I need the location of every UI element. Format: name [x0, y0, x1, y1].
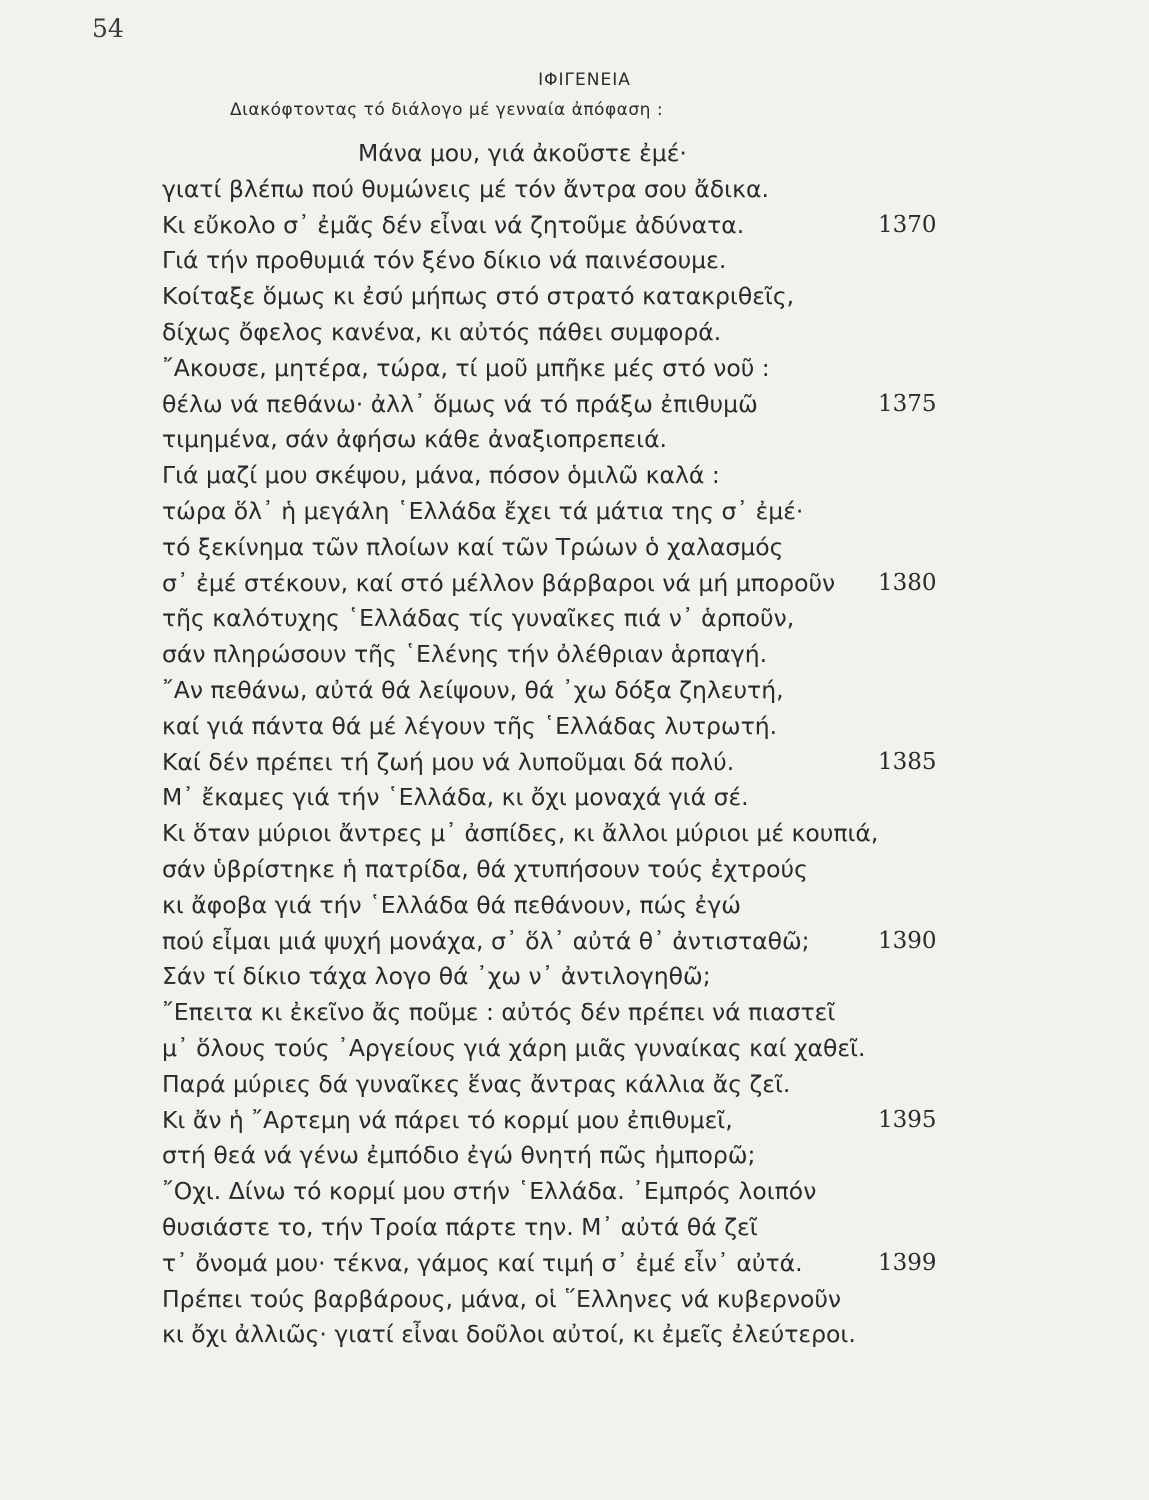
line-number: 1395: [878, 1106, 937, 1133]
verse-line: [0, 1317, 1149, 1353]
verse-line: [0, 279, 1149, 315]
verse-line-text: τ᾽ ὄνομά μου· τέκνα, γάμος καί τιμή σ᾽ ἐμέ εἶν᾽ αὐτά.: [162, 1248, 803, 1277]
verse-line: [0, 1210, 1149, 1246]
verse-line: [0, 745, 1149, 781]
line-number: 1385: [878, 748, 937, 775]
verse-line: [0, 852, 1149, 888]
speaker-name: ΙΦΙΓΕΝΕΙΑ: [538, 70, 631, 90]
verse-line: [0, 387, 1149, 423]
verse-line-text: τό ξεκίνημα τῶν πλοίων καί τῶν Τρώων ὁ χαλασμός: [162, 532, 784, 561]
verse-line: [0, 816, 1149, 852]
verse-line-text: ῎Ακουσε, μητέρα, τώρα, τί μοῦ μπῆκε μές στό νοῦ :: [162, 353, 770, 382]
page-number: 54: [92, 14, 124, 43]
verse-line-text: Μάνα μου, γιά ἀκοῦστε ἐμέ·: [358, 139, 687, 167]
verse-line: [0, 995, 1149, 1031]
verse-line: [0, 709, 1149, 745]
verse-line: [0, 959, 1149, 995]
verse-line-text: σάν πληρώσουν τῆς ῾Ελένης τήν ὀλέθριαν ἁρπαγή.: [162, 640, 768, 669]
verse-line-text: Σάν τί δίκιο τάχα λογο θά ᾽χω ν᾽ ἀντιλογηθῶ;: [162, 962, 711, 991]
verse-block: [0, 136, 1149, 1353]
verse-line-text: τώρα ὅλ᾽ ἡ μεγάλη ῾Ελλάδα ἔχει τά μάτια της σ᾽ ἐμέ·: [162, 496, 804, 525]
verse-line-text: Καί δέν πρέπει τή ζωή μου νά λυποῦμαι δά πολύ.: [162, 747, 735, 776]
verse-line-text: σάν ὑβρίστηκε ἡ πατρίδα, θά χτυπήσουν τούς ἐχτρούς: [162, 854, 808, 883]
line-number: 1390: [878, 927, 937, 954]
verse-line-text: στή θεά νά γένω ἐμπόδιο ἐγώ θνητή πῶς ἠμπορῶ;: [162, 1141, 756, 1170]
verse-line: [0, 673, 1149, 709]
line-number: 1399: [878, 1249, 937, 1276]
verse-line-text: Γιά τήν προθυμιά τόν ξένο δίκιο νά παινέσουμε.: [162, 246, 727, 275]
verse-line-text: ῎Οχι. Δίνω τό κορμί μου στήν ῾Ελλάδα. ᾽Εμπρός λοιπόν: [162, 1177, 817, 1206]
verse-line-text: γιατί βλέπω πού θυμώνεις μέ τόν ἄντρα σου ἄδικα.: [162, 174, 769, 203]
verse-line: [0, 458, 1149, 494]
verse-line: [0, 243, 1149, 279]
verse-line-text: Παρά μύριες δά γυναῖκες ἕνας ἄντρας κάλλια ἄς ζεῖ.: [162, 1069, 791, 1098]
verse-line: [0, 1138, 1149, 1174]
verse-line-text: τιμημένα, σάν ἀφήσω κάθε ἀναξιοπρεπειά.: [162, 425, 668, 454]
verse-line: [0, 208, 1149, 244]
verse-line: [0, 315, 1149, 351]
line-number: 1380: [878, 569, 937, 596]
verse-line-text: Γιά μαζί μου σκέψου, μάνα, πόσον ὁμιλῶ καλά :: [162, 461, 720, 490]
verse-line: [0, 780, 1149, 816]
verse-line: [0, 1246, 1149, 1282]
verse-line: [0, 1174, 1149, 1210]
verse-line-text: καί γιά πάντα θά μέ λέγουν τῆς ῾Ελλάδας λυτρωτή.: [162, 711, 778, 740]
line-number: 1375: [878, 390, 937, 417]
verse-line: [0, 924, 1149, 960]
verse-line: [0, 1282, 1149, 1318]
verse-line-text: τῆς καλότυχης ῾Ελλάδας τίς γυναῖκες πιά ν᾽ ἁρποῦν,: [162, 604, 795, 633]
verse-line-text: θέλω νά πεθάνω· ἀλλ᾽ ὅμως νά τό πράξω ἐπιθυμῶ: [162, 389, 758, 418]
verse-line: [0, 888, 1149, 924]
verse-line: [0, 566, 1149, 602]
verse-line: [0, 637, 1149, 673]
stage-direction: Διακόφτοντας τό διάλογο μέ γενναία ἀπόφαση :: [230, 100, 664, 120]
verse-line: [0, 1103, 1149, 1139]
verse-line-text: κι ἄφοβα γιά τήν ῾Ελλάδα θά πεθάνουν, πώς ἐγώ: [162, 890, 741, 919]
verse-line-text: δίχως ὄφελος κανένα, κι αὐτός πάθει συμφορά.: [162, 317, 722, 346]
verse-line-text: Κι εὔκολο σ᾽ ἐμᾶς δέν εἶναι νά ζητοῦμε ἀδύνατα.: [162, 210, 745, 239]
verse-line: [0, 530, 1149, 566]
verse-line-text: Κι ἄν ἡ ῎Αρτεμη νά πάρει τό κορμί μου ἐπιθυμεῖ,: [162, 1105, 733, 1134]
verse-line: [0, 351, 1149, 387]
verse-line-text: Μ᾽ ἔκαμες γιά τήν ῾Ελλάδα, κι ὄχι μοναχά γιά σέ.: [162, 783, 749, 812]
verse-line: [0, 172, 1149, 208]
verse-line: [0, 136, 1149, 172]
verse-line-text: κι ὄχι ἀλλιῶς· γιατί εἶναι δοῦλοι αὐτοί, κι ἐμεῖς ἐλεύτεροι.: [162, 1320, 856, 1349]
verse-line: [0, 601, 1149, 637]
verse-line-text: ῎Αν πεθάνω, αὐτά θά λείψουν, θά ᾽χω δόξα ζηλευτή,: [162, 675, 784, 704]
verse-line-text: Πρέπει τούς βαρβάρους, μάνα, οἱ ῞Ελληνες νά κυβερνοῦν: [162, 1284, 842, 1313]
verse-line: [0, 494, 1149, 530]
verse-line-text: πού εἶμαι μιά ψυχή μονάχα, σ᾽ ὅλ᾽ αὐτά θ᾽ ἀντισταθῶ;: [162, 926, 810, 955]
verse-line-text: σ᾽ ἐμέ στέκουν, καί στό μέλλον βάρβαροι νά μή μποροῦν: [162, 568, 836, 597]
verse-line-text: Κι ὅταν μύριοι ἄντρες μ᾽ ἀσπίδες, κι ἄλλοι μύριοι μέ κουπιά,: [162, 819, 879, 848]
verse-line-text: μ᾽ ὅλους τούς ᾽Αργείους γιά χάρη μιᾶς γυναίκας καί χαθεῖ.: [162, 1033, 866, 1062]
verse-line-text: Κοίταξε ὅμως κι ἐσύ μήπως στό στρατό κατακριθεῖς,: [162, 282, 795, 311]
verse-line: [0, 1031, 1149, 1067]
line-number: 1370: [878, 211, 937, 238]
verse-line: [0, 1067, 1149, 1103]
verse-line: [0, 422, 1149, 458]
verse-line-text: θυσιάστε το, τήν Τροία πάρτε την. Μ᾽ αὐτά θά ζεῖ: [162, 1212, 758, 1241]
verse-line-text: ῎Επειτα κι ἐκεῖνο ἄς ποῦμε : αὐτός δέν πρέπει νά πιαστεῖ: [162, 998, 836, 1027]
